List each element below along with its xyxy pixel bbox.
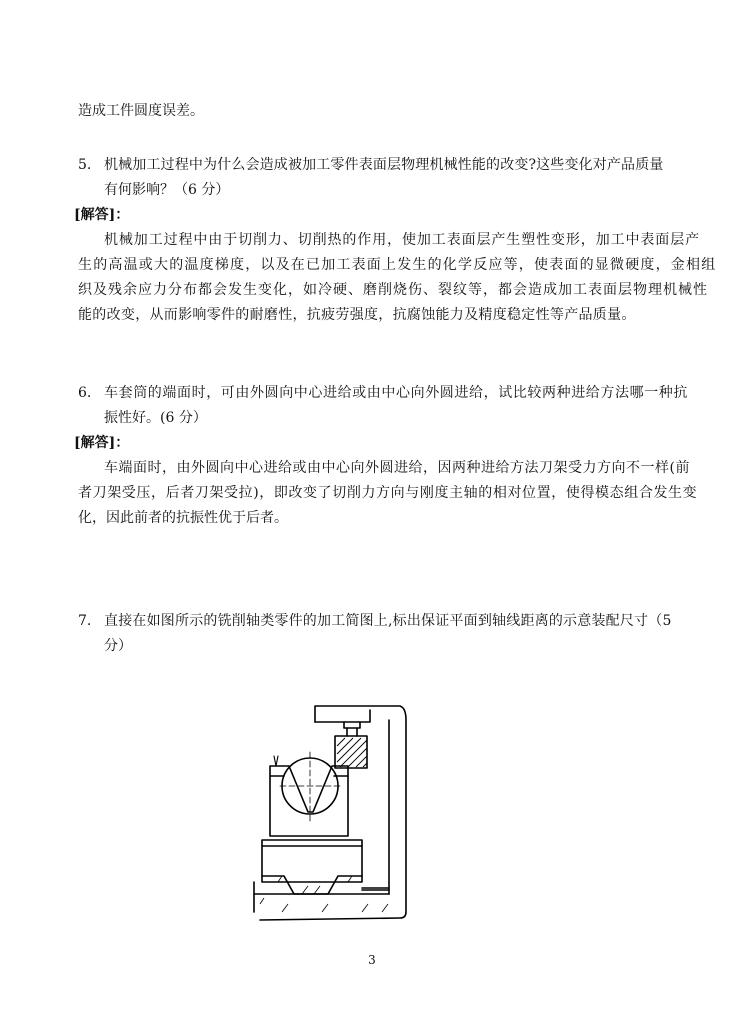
question-6-answer-label: [解答]： xyxy=(74,435,130,451)
question-7-number: 7. xyxy=(78,613,92,629)
question-7-line-2: 分） xyxy=(104,638,132,654)
question-5-answer-line-2: 生的高温或大的温度梯度，以及在已加工表面上发生的化学反应等，使表面的显微硬度，金相组 xyxy=(78,257,717,273)
question-6-answer-line-2: 者刀架受压，后者刀架受拉)，即改变了切削力方向与刚度主轴的相对位置，使得模态组合发生变 xyxy=(78,485,698,501)
question-5-answer-line-1: 机械加工过程中由于切削力、切削热的作用，使加工表面层产生塑性变形，加工中表面层产 xyxy=(104,232,700,248)
question-5-answer-line-4: 能的改变，从而影响零件的耐磨性，抗疲劳强度，抗腐蚀能力及精度稳定性等产品质量。 xyxy=(78,307,636,323)
question-6-answer-line-3: 化，因此前者的抗振性优于后者。 xyxy=(78,510,288,526)
question-5-number: 5. xyxy=(78,157,92,173)
question-6-answer-line-1: 车端面时，由外圆向中心进给或由中心向外圆进给，因两种进给方法刀架受力方向不一样(前 xyxy=(104,460,690,476)
continuation-text: 造成工件圆度误差。 xyxy=(78,103,204,119)
page-number: 3 xyxy=(368,953,376,967)
milling-cutter xyxy=(335,736,367,768)
question-6-line-2: 振性好。(6 分） xyxy=(104,410,207,426)
milling-fixture-diagram xyxy=(252,700,412,925)
question-7-line-1: 直接在如图所示的铣削轴类零件的加工简图上,标出保证平面到轴线距离的示意装配尺寸（5 xyxy=(104,613,672,629)
spindle xyxy=(344,722,360,728)
question-6-line-1: 车套筒的端面时，可由外圆向中心进给或由中心向外圆进给，试比较两种进给方法哪一种抗 xyxy=(104,385,688,401)
question-5-line-2: 有何影响？（6 分） xyxy=(104,182,230,198)
question-5-answer-label: [解答]： xyxy=(74,207,130,223)
question-6-number: 6. xyxy=(78,385,92,401)
question-5-line-1: 机械加工过程中为什么会造成被加工零件表面层物理机械性能的改变?这些变化对产品质量 xyxy=(104,157,664,173)
question-5-answer-line-3: 织及残余应力分布都会发生变化，如冷硬、磨削烧伤、裂纹等，都会造成加工表面层物理机械性 xyxy=(78,282,708,298)
